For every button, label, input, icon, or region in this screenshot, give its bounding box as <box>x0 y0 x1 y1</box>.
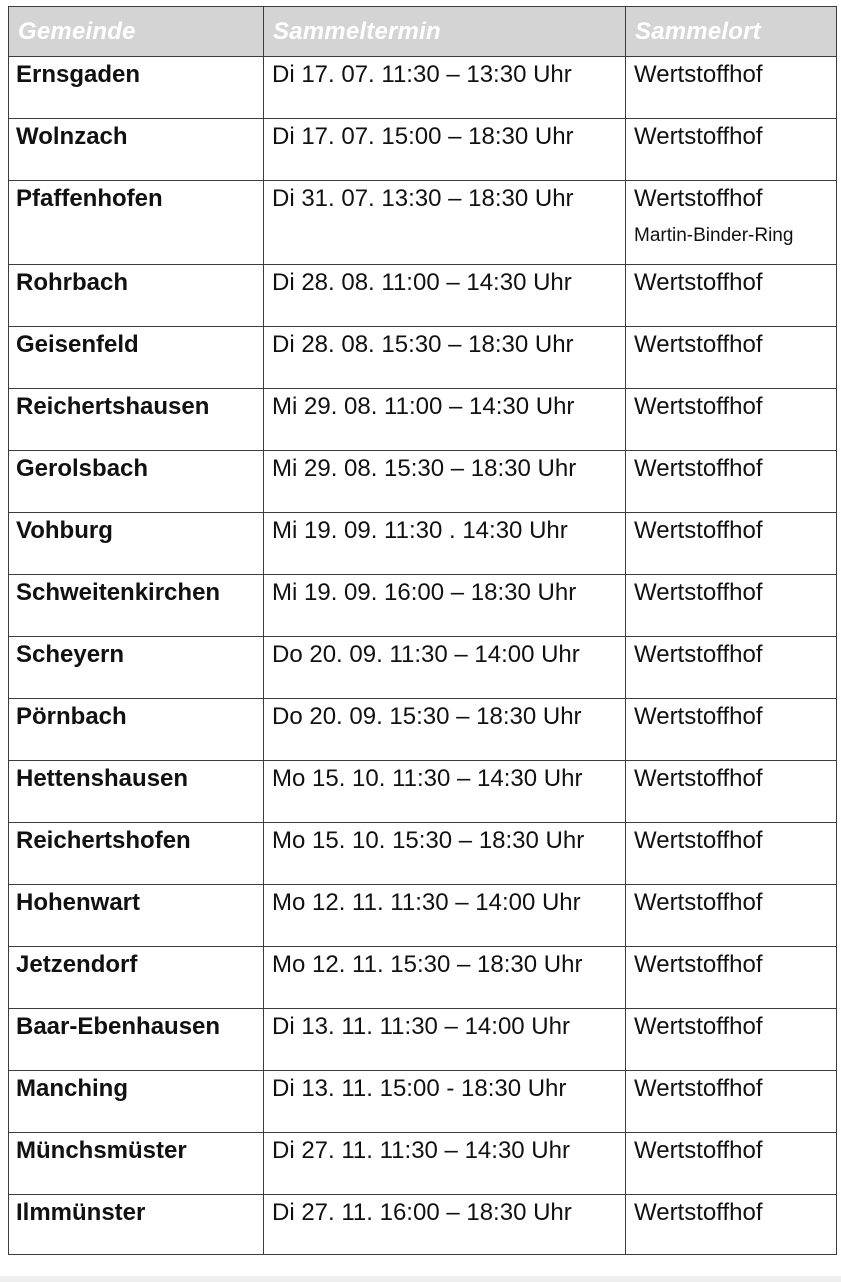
table-header <box>9 7 837 57</box>
cell-sammeltermin: Di 17. 07. 11:30 – 13:30 Uhr <box>264 57 626 119</box>
cell-sammelort <box>626 1133 837 1195</box>
table-row <box>9 575 837 637</box>
sammelort-label: Wertstoffhof <box>634 1137 763 1164</box>
sammelort-label: Wertstoffhof <box>634 455 763 482</box>
sammelort-label: Wertstoffhof <box>634 517 763 544</box>
table-row <box>9 327 837 389</box>
cell-sammelort <box>626 885 837 947</box>
table-row <box>9 57 837 119</box>
cell-sammelort <box>626 637 837 699</box>
sammelort-label: Wertstoffhof <box>634 579 763 606</box>
sammelort-label: Wertstoffhof <box>634 827 763 854</box>
cell-sammelort <box>626 265 837 327</box>
cell-sammeltermin: Di 28. 08. 11:00 – 14:30 Uhr <box>264 265 626 327</box>
cell-gemeinde: Hettenshausen <box>9 761 264 823</box>
cell-sammelort <box>626 575 837 637</box>
cell-sammelort <box>626 1195 837 1255</box>
cell-sammeltermin: Mi 19. 09. 16:00 – 18:30 Uhr <box>264 575 626 637</box>
cell-gemeinde: Jetzendorf <box>9 947 264 1009</box>
cell-gemeinde: Reichertshausen <box>9 389 264 451</box>
cell-sammeltermin: Di 17. 07. 15:00 – 18:30 Uhr <box>264 119 626 181</box>
cell-sammeltermin: Mi 29. 08. 11:00 – 14:30 Uhr <box>264 389 626 451</box>
sammelort-label: Wertstoffhof <box>634 185 763 212</box>
cell-sammeltermin: Di 27. 11. 16:00 – 18:30 Uhr <box>264 1195 626 1255</box>
cell-sammelort <box>626 823 837 885</box>
sammelort-label: Wertstoffhof <box>634 331 763 358</box>
cell-sammelort <box>626 451 837 513</box>
cell-sammeltermin: Mo 15. 10. 11:30 – 14:30 Uhr <box>264 761 626 823</box>
cell-sammelort <box>626 1071 837 1133</box>
cell-sammeltermin: Mo 15. 10. 15:30 – 18:30 Uhr <box>264 823 626 885</box>
cell-sammeltermin: Di 27. 11. 11:30 – 14:30 Uhr <box>264 1133 626 1195</box>
sammelort-label: Wertstoffhof <box>634 269 763 296</box>
table-row <box>9 637 837 699</box>
sammelort-label: Wertstoffhof <box>634 1199 763 1226</box>
collection-schedule-table <box>8 6 837 1255</box>
cell-sammeltermin: Di 31. 07. 13:30 – 18:30 Uhr <box>264 181 626 265</box>
sammelort-label: Wertstoffhof <box>634 123 763 150</box>
cell-sammeltermin: Mo 12. 11. 15:30 – 18:30 Uhr <box>264 947 626 1009</box>
table-row <box>9 1009 837 1071</box>
sammelort-label: Wertstoffhof <box>634 393 763 420</box>
cell-sammeltermin: Di 13. 11. 15:00 - 18:30 Uhr <box>264 1071 626 1133</box>
cell-sammelort <box>626 513 837 575</box>
header-sammeltermin: Sammeltermin <box>264 7 626 57</box>
cell-gemeinde: Rohrbach <box>9 265 264 327</box>
cell-sammelort <box>626 947 837 1009</box>
cell-gemeinde: Baar-Ebenhausen <box>9 1009 264 1071</box>
table-body <box>9 57 837 1255</box>
cell-sammelort <box>626 389 837 451</box>
cell-gemeinde: Pfaffenhofen <box>9 181 264 265</box>
cell-sammeltermin: Di 28. 08. 15:30 – 18:30 Uhr <box>264 327 626 389</box>
header-row <box>9 7 837 57</box>
cell-gemeinde: Scheyern <box>9 637 264 699</box>
table-row <box>9 389 837 451</box>
sammelort-label: Wertstoffhof <box>634 951 763 978</box>
header-sammelort: Sammelort <box>626 7 837 57</box>
table-row <box>9 1071 837 1133</box>
page-bottom-edge <box>0 1276 841 1282</box>
sammelort-label: Wertstoffhof <box>634 1075 763 1102</box>
cell-sammeltermin: Mi 19. 09. 11:30 . 14:30 Uhr <box>264 513 626 575</box>
table-row <box>9 947 837 1009</box>
cell-gemeinde: Ilmmünster <box>9 1195 264 1255</box>
cell-gemeinde: Geisenfeld <box>9 327 264 389</box>
cell-sammelort <box>626 327 837 389</box>
table-row <box>9 699 837 761</box>
cell-sammeltermin: Di 13. 11. 11:30 – 14:00 Uhr <box>264 1009 626 1071</box>
cell-sammelort <box>626 1009 837 1071</box>
table-row <box>9 1195 837 1255</box>
sammelort-label: Wertstoffhof <box>634 889 763 916</box>
sammelort-label: Wertstoffhof <box>634 1013 763 1040</box>
table-row <box>9 119 837 181</box>
cell-gemeinde: Gerolsbach <box>9 451 264 513</box>
cell-gemeinde: Wolnzach <box>9 119 264 181</box>
cell-sammeltermin: Mo 12. 11. 11:30 – 14:00 Uhr <box>264 885 626 947</box>
header-gemeinde: Gemeinde <box>9 7 264 57</box>
table-row <box>9 823 837 885</box>
cell-gemeinde: Pörnbach <box>9 699 264 761</box>
cell-gemeinde: Schweitenkirchen <box>9 575 264 637</box>
cell-gemeinde: Hohenwart <box>9 885 264 947</box>
cell-sammeltermin: Do 20. 09. 11:30 – 14:00 Uhr <box>264 637 626 699</box>
cell-sammeltermin: Mi 29. 08. 15:30 – 18:30 Uhr <box>264 451 626 513</box>
sammelort-label: Wertstoffhof <box>634 641 763 668</box>
cell-gemeinde: Münchsmüster <box>9 1133 264 1195</box>
cell-gemeinde: Vohburg <box>9 513 264 575</box>
cell-gemeinde: Reichertshofen <box>9 823 264 885</box>
sammelort-label: Wertstoffhof <box>634 703 763 730</box>
cell-gemeinde: Ernsgaden <box>9 57 264 119</box>
table-row <box>9 181 837 265</box>
cell-sammeltermin: Do 20. 09. 15:30 – 18:30 Uhr <box>264 699 626 761</box>
table-row <box>9 513 837 575</box>
table-row <box>9 761 837 823</box>
cell-sammelort <box>626 119 837 181</box>
sammelort-label: Wertstoffhof <box>634 61 763 88</box>
sammelort-label: Wertstoffhof <box>634 765 763 792</box>
cell-sammelort <box>626 181 837 265</box>
table-row <box>9 451 837 513</box>
cell-gemeinde: Manching <box>9 1071 264 1133</box>
sammelort-address: Martin-Binder-Ring <box>634 225 794 246</box>
table-row <box>9 885 837 947</box>
schedule-sheet <box>8 6 836 1255</box>
cell-sammelort <box>626 761 837 823</box>
table-row <box>9 1133 837 1195</box>
cell-sammelort <box>626 57 837 119</box>
cell-sammelort <box>626 699 837 761</box>
table-row <box>9 265 837 327</box>
